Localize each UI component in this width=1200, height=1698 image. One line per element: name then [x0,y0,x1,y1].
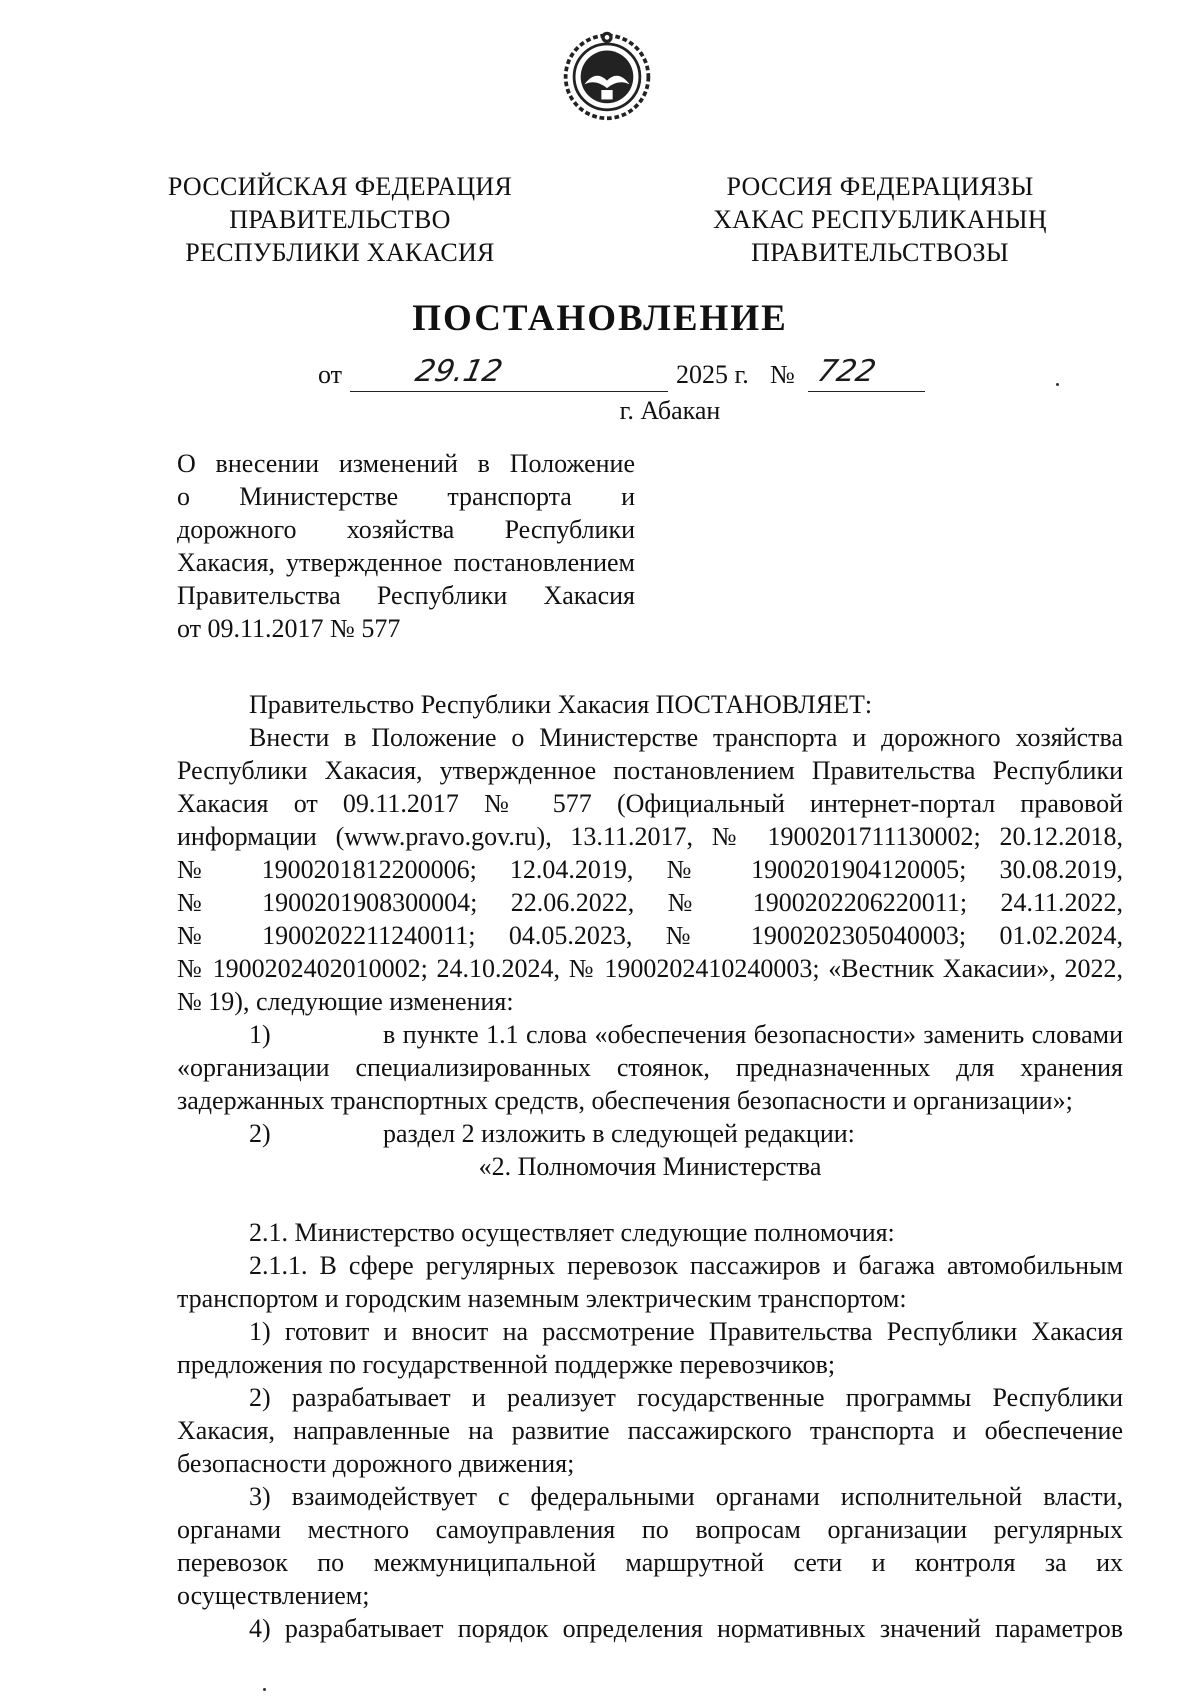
subitem-3-line: осуществлением; [177,1581,370,1610]
item-2-text: раздел 2 изложить в следующей редакции: [383,1119,855,1148]
paragraph-2-1: 2.1. Министерство осуществляет следующие полномочия: [249,1218,895,1247]
subject-line: Правительства Республики Хакасия [177,581,635,610]
blank-line [177,1183,1123,1216]
subitem-2-line: безопасности дорожного движения; [177,1449,575,1478]
subject-line: О внесении изменений в Положение [177,449,635,478]
intro-line: № 1900201812200006; 12.04.2019, № 1900201904120005; 30.08.2019, [177,855,1123,884]
header-left-line: РЕСПУБЛИКИ ХАКАСИЯ [185,238,495,267]
document-body [177,688,1123,1645]
item-1-number: 1) [249,1020,271,1049]
intro-line: № 1900201908300004; 22.06.2022, № 1900202206220011; 24.11.2022, [177,888,1123,917]
header-right-line: ПРАВИТЕЛЬСТВОЗЫ [751,238,1009,267]
city-name: г. Абакан [619,396,721,425]
subitem-3-line: перевозок по межмуниципальной маршрутной сети и контроля за их [177,1548,1123,1577]
paragraph-2-1-1-line: 2.1.1. В сфере регулярных перевозок пассажиров и багажа автомобильным [249,1251,1123,1280]
date-underline [350,391,668,392]
resolves-line: Правительство Республики Хакасия ПОСТАНОВЛЯЕТ: [249,690,873,719]
handwritten-date: 29.12 [412,354,506,389]
header-right [690,170,1070,269]
section-title: «2. Полномочия Министерства [478,1152,822,1181]
subitem-1-line: предложения по государственной поддержке перевозчиков; [177,1350,836,1379]
subitem-2-line: Хакасия, направленные на развитие пассажирского транспорта и обеспечение [177,1416,1123,1445]
subject-line: дорожного хозяйства Республики [177,515,635,544]
intro-line: Внести в Положение о Министерстве транспорта и дорожного хозяйства [249,723,1123,752]
subject-line: Хакасия, утвержденное постановлением [177,548,635,577]
item-1-text: в пункте 1.1 слова «обеспечения безопасности» заменить словами [383,1020,1123,1049]
scan-speck [1056,383,1059,386]
document-title: ПОСТАНОВЛЕНИЕ [412,298,788,339]
scan-speck [263,1688,266,1691]
item-1-first-line [177,1018,1123,1051]
subject-block [177,447,635,645]
subitem-2-line: 2) разрабатывает и реализует государственные программы Республики [249,1383,1123,1412]
paragraph-2-1-1-line: транспортом и городским наземным электрическим транспортом: [177,1284,907,1313]
intro-line: Хакасия от 09.11.2017 № 577 (Официальный интернет-портал правовой [177,789,1123,818]
date-prefix: от [318,360,343,389]
number-sign: № [770,360,795,389]
subitem-4-line: 4) разрабатывает порядок определения нормативных значений параметров [249,1614,1123,1643]
item-1-line: задержанных транспортных средств, обеспечения безопасности и организации»; [177,1086,1073,1115]
item-1-line: «организации специализированных стоянок, предназначенных для хранения [177,1053,1123,1082]
item-2-line [177,1117,1123,1150]
header-left-line: ПРАВИТЕЛЬСТВО [229,205,451,234]
intro-line: информации (www.pravo.gov.ru), 13.11.2017, № 1900201711130002; 20.12.2018, [177,822,1123,851]
header-right-line: ХАКАС РЕСПУБЛИКАНЫҢ [713,205,1047,234]
handwritten-number: 722 [814,354,879,389]
intro-line: Республики Хакасия, утвержденное постановлением Правительства Республики [177,756,1123,785]
item-2-number: 2) [249,1119,271,1148]
header-right-line: РОССИЯ ФЕДЕРАЦИЯЗЫ [726,172,1034,201]
number-underline [808,391,925,392]
coat-of-arms-emblem [560,28,654,122]
subitem-3-line: 3) взаимодействует с федеральными органами исполнительной власти, [249,1482,1123,1511]
subject-line: о Министерстве транспорта и [177,482,635,511]
header-left [150,170,530,269]
subject-line: от 09.11.2017 № 577 [177,614,401,643]
intro-line: № 1900202211240011; 04.05.2023, № 1900202305040003; 01.02.2024, [177,921,1123,950]
intro-line: № 19), следующие изменения: [177,987,514,1016]
subitem-3-line: органами местного самоуправления по вопросам организации регулярных [177,1515,1123,1544]
header-left-line: РОССИЙСКАЯ ФЕДЕРАЦИЯ [167,172,513,201]
subitem-1-line: 1) готовит и вносит на рассмотрение Правительства Республики Хакасия [249,1317,1123,1346]
year-label: 2025 г. [676,360,749,389]
intro-line: № 1900202402010002; 24.10.2024, № 1900202410240003; «Вестник Хакасии», 2022, [177,954,1123,983]
